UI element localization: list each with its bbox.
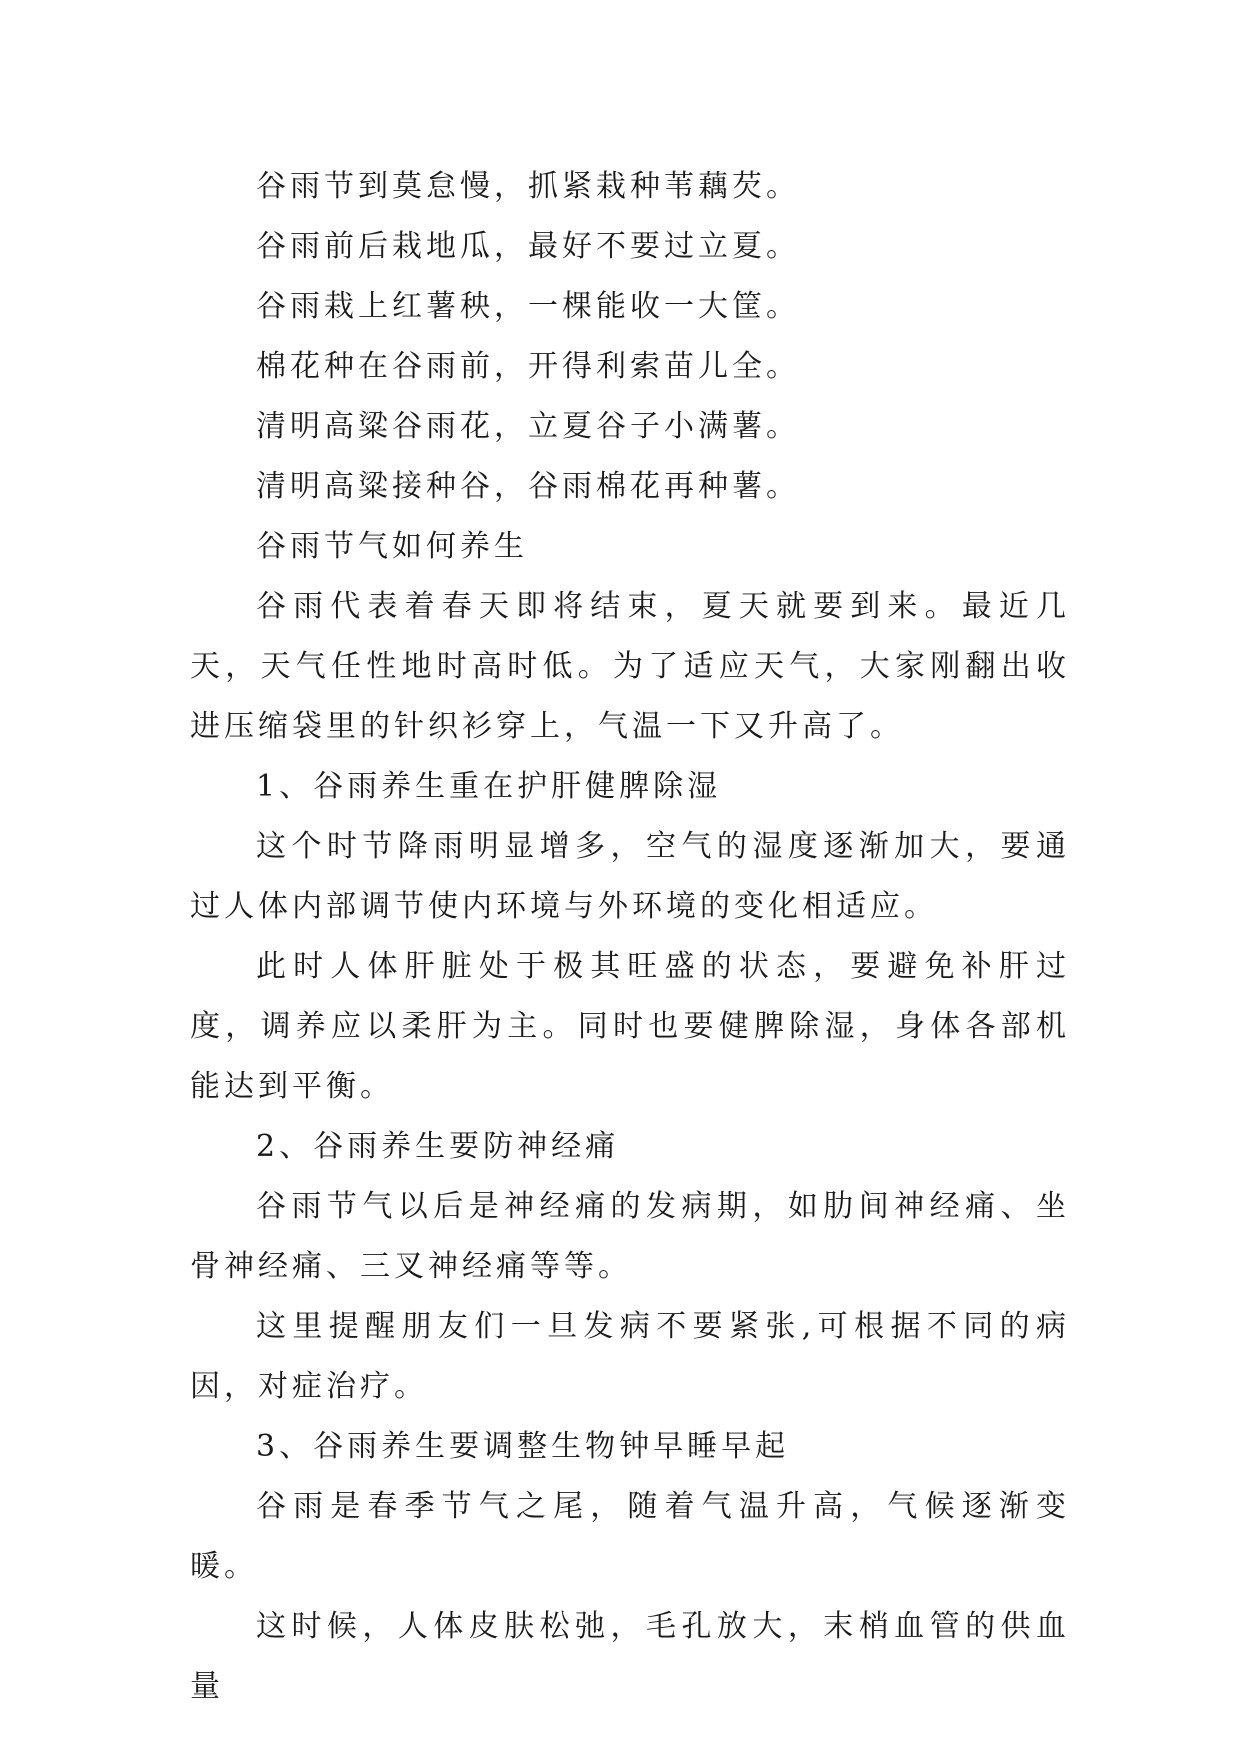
section-heading: 3、谷雨养生要调整生物钟早睡早起 [256,1429,790,1464]
paragraph: 清明高粱接种谷，谷雨棉花再种薯。 [256,469,800,504]
paragraph: 这时候，人体皮肤松弛，毛孔放大，末梢血管的供血量 [190,1609,1070,1704]
paragraph: 此时人体肝脏处于极其旺盛的状态，要避免补肝过度，调养应以柔肝为主。同时也要健脾除湿，身体各部机能达到平衡。 [190,949,1070,1104]
paragraph: 这里提醒朋友们一旦发病不要紧张,可根据不同的病因，对症治疗。 [190,1309,1070,1404]
section-heading: 谷雨节气如何养生 [256,529,528,564]
paragraph: 谷雨节到莫怠慢，抓紧栽种苇藕芡。 [256,169,800,204]
paragraph: 谷雨前后栽地瓜，最好不要过立夏。 [256,229,800,264]
paragraph: 谷雨代表着春天即将结束，夏天就要到来。最近几天，天气任性地时高时低。为了适应天气，大家刚翻出收进压缩袋里的针织衫穿上，气温一下又升高了。 [190,589,1070,744]
document-body [190,157,1070,1717]
paragraph: 谷雨栽上红薯秧，一棵能收一大筐。 [256,289,800,324]
section-heading: 2、谷雨养生要防神经痛 [256,1129,620,1164]
paragraph: 谷雨节气以后是神经痛的发病期，如肋间神经痛、坐骨神经痛、三叉神经痛等等。 [190,1189,1070,1284]
paragraph: 清明高粱谷雨花，立夏谷子小满薯。 [256,409,800,444]
paragraph: 棉花种在谷雨前，开得利索苗儿全。 [256,349,800,384]
paragraph: 谷雨是春季节气之尾，随着气温升高，气候逐渐变暖。 [190,1489,1070,1584]
paragraph: 这个时节降雨明显增多，空气的湿度逐渐加大，要通过人体内部调节使内环境与外环境的变化相适应。 [190,829,1070,924]
section-heading: 1、谷雨养生重在护肝健脾除湿 [256,769,722,804]
